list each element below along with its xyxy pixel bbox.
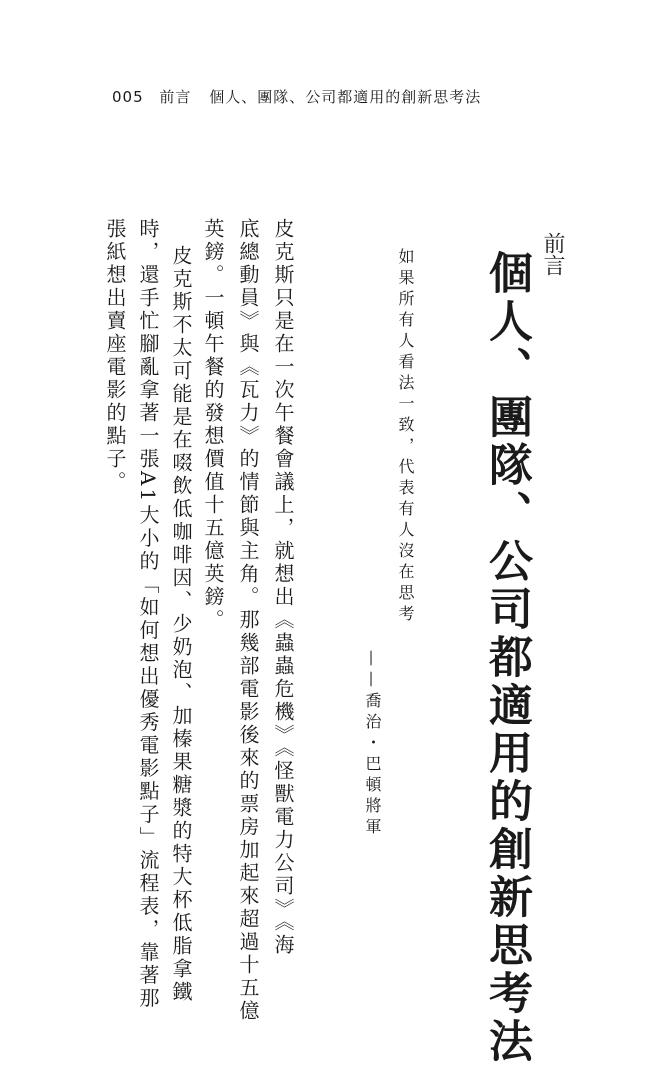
body-column: 英鎊。一頓午餐的發想價值十五億英鎊。	[201, 218, 225, 632]
body-column: 時，還手忙腳亂拿著一張A1大小的「如何想出優秀電影點子」流程表，靠著那	[136, 218, 160, 1011]
body-column: 皮克斯不太可能是在啜飲低咖啡因、少奶泡、加榛果糖漿的特大杯低脂拿鐵	[169, 245, 193, 1004]
page-number: 005	[112, 88, 144, 106]
epigraph-quote: 如果所有人看法一致，代表有人沒在思考	[396, 248, 415, 626]
header-title: 個人、團隊、公司都適用的創新思考法	[209, 88, 482, 106]
body-column: 張紙想出賣座電影的點子。	[103, 218, 127, 494]
body-column: 底總動員》與《瓦力》的情節與主角。那幾部電影後來的票房加起來超過十五億	[236, 218, 260, 1023]
chapter-label: 前言	[540, 232, 565, 276]
running-header	[112, 86, 481, 107]
body-column: 皮克斯只是在一次午餐會議上，就想出《蟲蟲危機》《怪獸電力公司》《海	[271, 218, 295, 957]
epigraph-attribution: ——喬治・巴頓將軍	[363, 650, 382, 839]
header-section: 前言	[159, 88, 192, 106]
chapter-title: 個人、團隊、公司都適用的創新思考法	[481, 250, 532, 1066]
